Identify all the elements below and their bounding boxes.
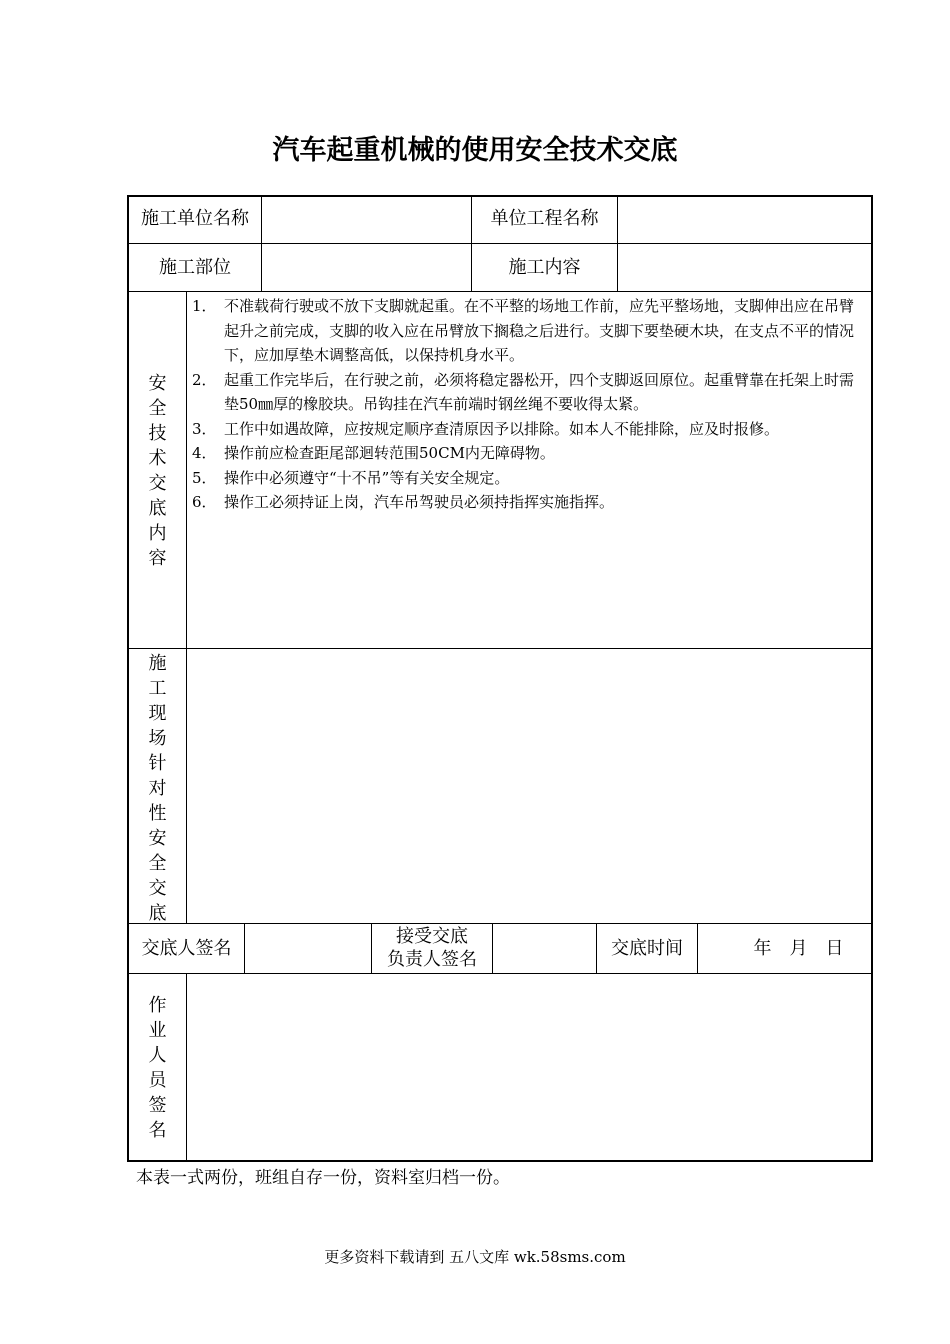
label-char: 作: [148, 995, 167, 1016]
label-char: 内: [148, 523, 167, 544]
table-border-right: [871, 195, 873, 1162]
label-char: 场: [148, 728, 167, 749]
label-char: 针: [148, 753, 167, 774]
safety-item-text: 不准载荷行驶或不放下支脚就起重。在不平整的场地工作前，应先平整场地，支脚伸出应在吊臂起升之前完成，支脚的收入应在吊臂放下搁稳之后进行。支脚下要垫硬木块，在支点不平的情况下，应加厚垫木调整高低，以保持机身水平。: [224, 297, 855, 364]
dept-field[interactable]: [262, 244, 471, 291]
label-char: 现: [148, 703, 167, 724]
label-char: 底: [148, 903, 167, 924]
form-note: 本表一式两份，班组自存一份，资料室归档一份。: [136, 1168, 510, 1188]
worker-section-label: [129, 993, 186, 1143]
label-char: 签: [148, 1095, 167, 1116]
safety-item: [192, 294, 864, 368]
safety-item-number: 5．: [192, 468, 217, 487]
label-char: 性: [148, 803, 167, 824]
dept-label: 施工部位: [159, 257, 231, 278]
receiver-label-line2: 负责人签名: [387, 949, 477, 970]
label-char: 术: [148, 448, 167, 469]
label-char: 全: [148, 853, 167, 874]
content-label: 施工内容: [508, 257, 581, 278]
safety-item: [192, 417, 864, 442]
safety-section-label: [129, 371, 186, 571]
discloser-signature-field[interactable]: [245, 924, 371, 973]
receiver-label: [372, 925, 492, 971]
safety-item-number: 2．: [192, 370, 217, 389]
content-field[interactable]: [618, 244, 871, 291]
date-field[interactable]: 年 月 日: [753, 938, 844, 959]
label-char: 交: [148, 473, 167, 494]
project-name-field[interactable]: [618, 197, 871, 243]
safety-item-text: 工作中如遇故障，应按规定顺序查清原因予以排除。如本人不能排除，应及时报修。: [224, 419, 780, 438]
unit-name-label: 施工单位名称: [141, 208, 249, 229]
row-divider: [127, 291, 873, 292]
safety-item-number: 6．: [192, 493, 217, 511]
safety-item-text: 操作工必须持证上岗，汽车吊驾驶员必须持指挥实施指挥。: [224, 493, 615, 511]
label-char: 工: [148, 678, 167, 699]
receiver-signature-field[interactable]: [493, 924, 596, 973]
project-name-label: 单位工程名称: [490, 208, 599, 229]
footer-link[interactable]: 更多资料下载请到 五八文库 wk.58sms.com: [324, 1248, 626, 1266]
label-char: 员: [148, 1070, 167, 1091]
safety-item-text: 操作中必须遵守“十不吊”等有关安全规定。: [224, 468, 510, 487]
safety-item: [192, 490, 864, 515]
label-char: 安: [148, 373, 167, 394]
safety-items-list: [192, 294, 864, 515]
label-char: 全: [148, 398, 167, 419]
document-title: 汽车起重机械的使用安全技术交底: [272, 135, 678, 166]
discloser-label: 交底人签名: [141, 938, 232, 959]
safety-item-text: 起重工作完毕后，在行驶之前，必须将稳定器松开，四个支脚返回原位。起重臂靠在托架上时需垫50㎜厚的橡胶块。吊钩挂在汽车前端时钢丝绳不要收得太紧。: [224, 370, 855, 413]
time-label: 交底时间: [611, 938, 683, 959]
table-border-bottom: [127, 1160, 873, 1162]
safety-item-text: 操作前应检查距尾部迴转范围50CM内无障碍物。: [224, 444, 555, 462]
label-char: 安: [148, 828, 167, 849]
safety-item: [192, 441, 864, 466]
safety-item: [192, 368, 864, 417]
label-char: 施: [148, 653, 167, 674]
safety-item-number: 1．: [192, 297, 217, 315]
label-char: 交: [148, 878, 167, 899]
receiver-label-line1: 接受交底: [396, 926, 468, 947]
label-char: 名: [148, 1120, 167, 1141]
site-section-label: [129, 651, 186, 926]
label-char: 对: [148, 778, 167, 799]
label-char: 容: [148, 548, 167, 569]
label-char: 人: [148, 1045, 167, 1066]
worker-signature-field[interactable]: [187, 974, 871, 1160]
label-char: 底: [148, 498, 167, 519]
label-char: 业: [148, 1020, 167, 1041]
safety-item-number: 4．: [192, 444, 217, 462]
safety-item-number: 3．: [192, 419, 217, 438]
label-char: 技: [148, 423, 167, 444]
unit-name-field[interactable]: [262, 197, 471, 243]
safety-item: [192, 466, 864, 491]
site-section-field[interactable]: [187, 649, 871, 923]
